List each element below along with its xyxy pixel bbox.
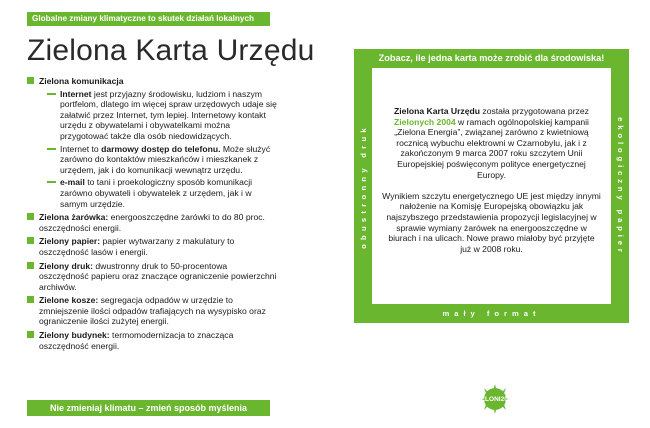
logo-text: ZIELONI2004 xyxy=(474,396,516,403)
bullet-item-kosze xyxy=(27,295,277,327)
bullet-term: Zielony budynek: xyxy=(39,330,110,341)
bullet-text: energooszczędne żarówki to do 80 proc. oszczędności energii. xyxy=(39,212,265,233)
sub-item-internet xyxy=(47,89,277,142)
bullet-text: segregacja odpadów w urzędzie to zmniejszenie ilości odpadów trafiających na wysypisko oraz ograniczenie ilości zużytej energii. xyxy=(39,295,266,327)
frame-paragraph-text: w ramach ogólnopolskiej kampanii „Zielona Energia”, związanej zarówno z kwietniową rocznicą wybuchu elektrowni w Czarnobylu, jak i z zakończonym 9 marca 2007 roku szczytem Unii Europejskiej poświęconym polityce energetycznej Europy. xyxy=(394,116,589,180)
frame-bottom-label: mały format xyxy=(442,309,541,318)
top-banner: Globalne zmiany klimatyczne to skutek działań lokalnych xyxy=(27,12,270,26)
bullet-item-druk xyxy=(27,261,277,293)
bullet-term: Zielony druk: xyxy=(39,260,93,271)
bullet-list xyxy=(27,76,277,354)
frame-right-label: ekologiczny papier xyxy=(615,116,625,256)
sub-item-text: Może służyć zarówno do kontaktów mieszkańców i mieszkanek z urzędem, jak i do komunikacji wewnątrz urzędu. xyxy=(60,143,271,175)
info-frame xyxy=(354,49,629,323)
frame-paragraph-title: Zielona Karta Urzędu xyxy=(394,106,481,116)
frame-paragraph-text: została przygotowana przez xyxy=(480,106,589,116)
sub-item-text: to tani i proekologiczny sposób komunikacji zarówno obywateli i obywatelek z urzędem, jak i w samym urzędzie. xyxy=(60,177,253,209)
frame-paragraph-1 xyxy=(382,106,601,180)
bullet-term: Zielona komunikacja xyxy=(39,76,124,86)
page-title: Zielona Karta Urzędu xyxy=(27,34,315,67)
bullet-item-komunikacja xyxy=(27,76,277,209)
sub-item-bold: Internet xyxy=(60,88,92,99)
sub-item-bold: e-mail xyxy=(60,177,85,188)
frame-left-label: obustronny druk xyxy=(358,123,368,249)
frame-text xyxy=(382,106,601,265)
bullet-text: papier wytwarzany z makulatury to oszczędność lasów i energii. xyxy=(39,236,235,257)
sub-list xyxy=(47,89,277,210)
bullet-text: dwustronny druk to 50-procentowa oszczędność papieru oraz znaczące ograniczenie powierzchni archiwów. xyxy=(39,260,277,292)
sub-item-bold: darmowy dostęp do telefonu. xyxy=(101,143,221,154)
sub-item-telefon xyxy=(47,144,277,176)
sub-item-text: jest przyjazny środowisku, ludziom i naszym portfelom, dlatego im więcej spraw urzędowych udaje się załatwić przez Internet, tym lepiej. Internetowy kontakt urzędu z obywatelami i obywatelkami można przygotować także dla osób niedowidzących. xyxy=(60,88,277,141)
frame-left-side xyxy=(354,68,372,304)
bottom-banner: Nie zmieniaj klimatu – zmień sposób myślenia xyxy=(27,400,270,416)
sub-item-email xyxy=(47,177,277,209)
bullet-item-papier xyxy=(27,236,277,257)
bullet-term: Zielona żarówka: xyxy=(39,212,109,223)
sub-item-pre: Internet to xyxy=(60,143,102,154)
bullet-term: Zielone kosze: xyxy=(39,295,99,306)
zieloni-logo-icon xyxy=(466,382,524,416)
frame-header: Zobacz, ile jedna karta może zrobić dla środowiska! xyxy=(378,53,605,63)
frame-right-side xyxy=(611,68,629,304)
bullet-item-zarowka xyxy=(27,212,277,233)
bullet-item-budynek xyxy=(27,330,277,351)
frame-paragraph-2: Wynikiem szczytu energetycznego UE jest między innymi nałożenie na Komisję Europejską obowiązku jak najszybszego przedstawienia propozycji legislacyjnej w sprawie wymiany żarówek na energooszczędne w biurach i na ulicach. Nowe prawo miałoby być przyjęte już w 2008 roku. xyxy=(382,190,601,254)
bullet-text: termomodernizacja to znacząca oszczędność energii. xyxy=(39,330,234,351)
brand-name: Zielonych 2004 xyxy=(394,116,456,127)
bullet-term: Zielony papier: xyxy=(39,236,101,247)
frame-content xyxy=(372,68,611,304)
